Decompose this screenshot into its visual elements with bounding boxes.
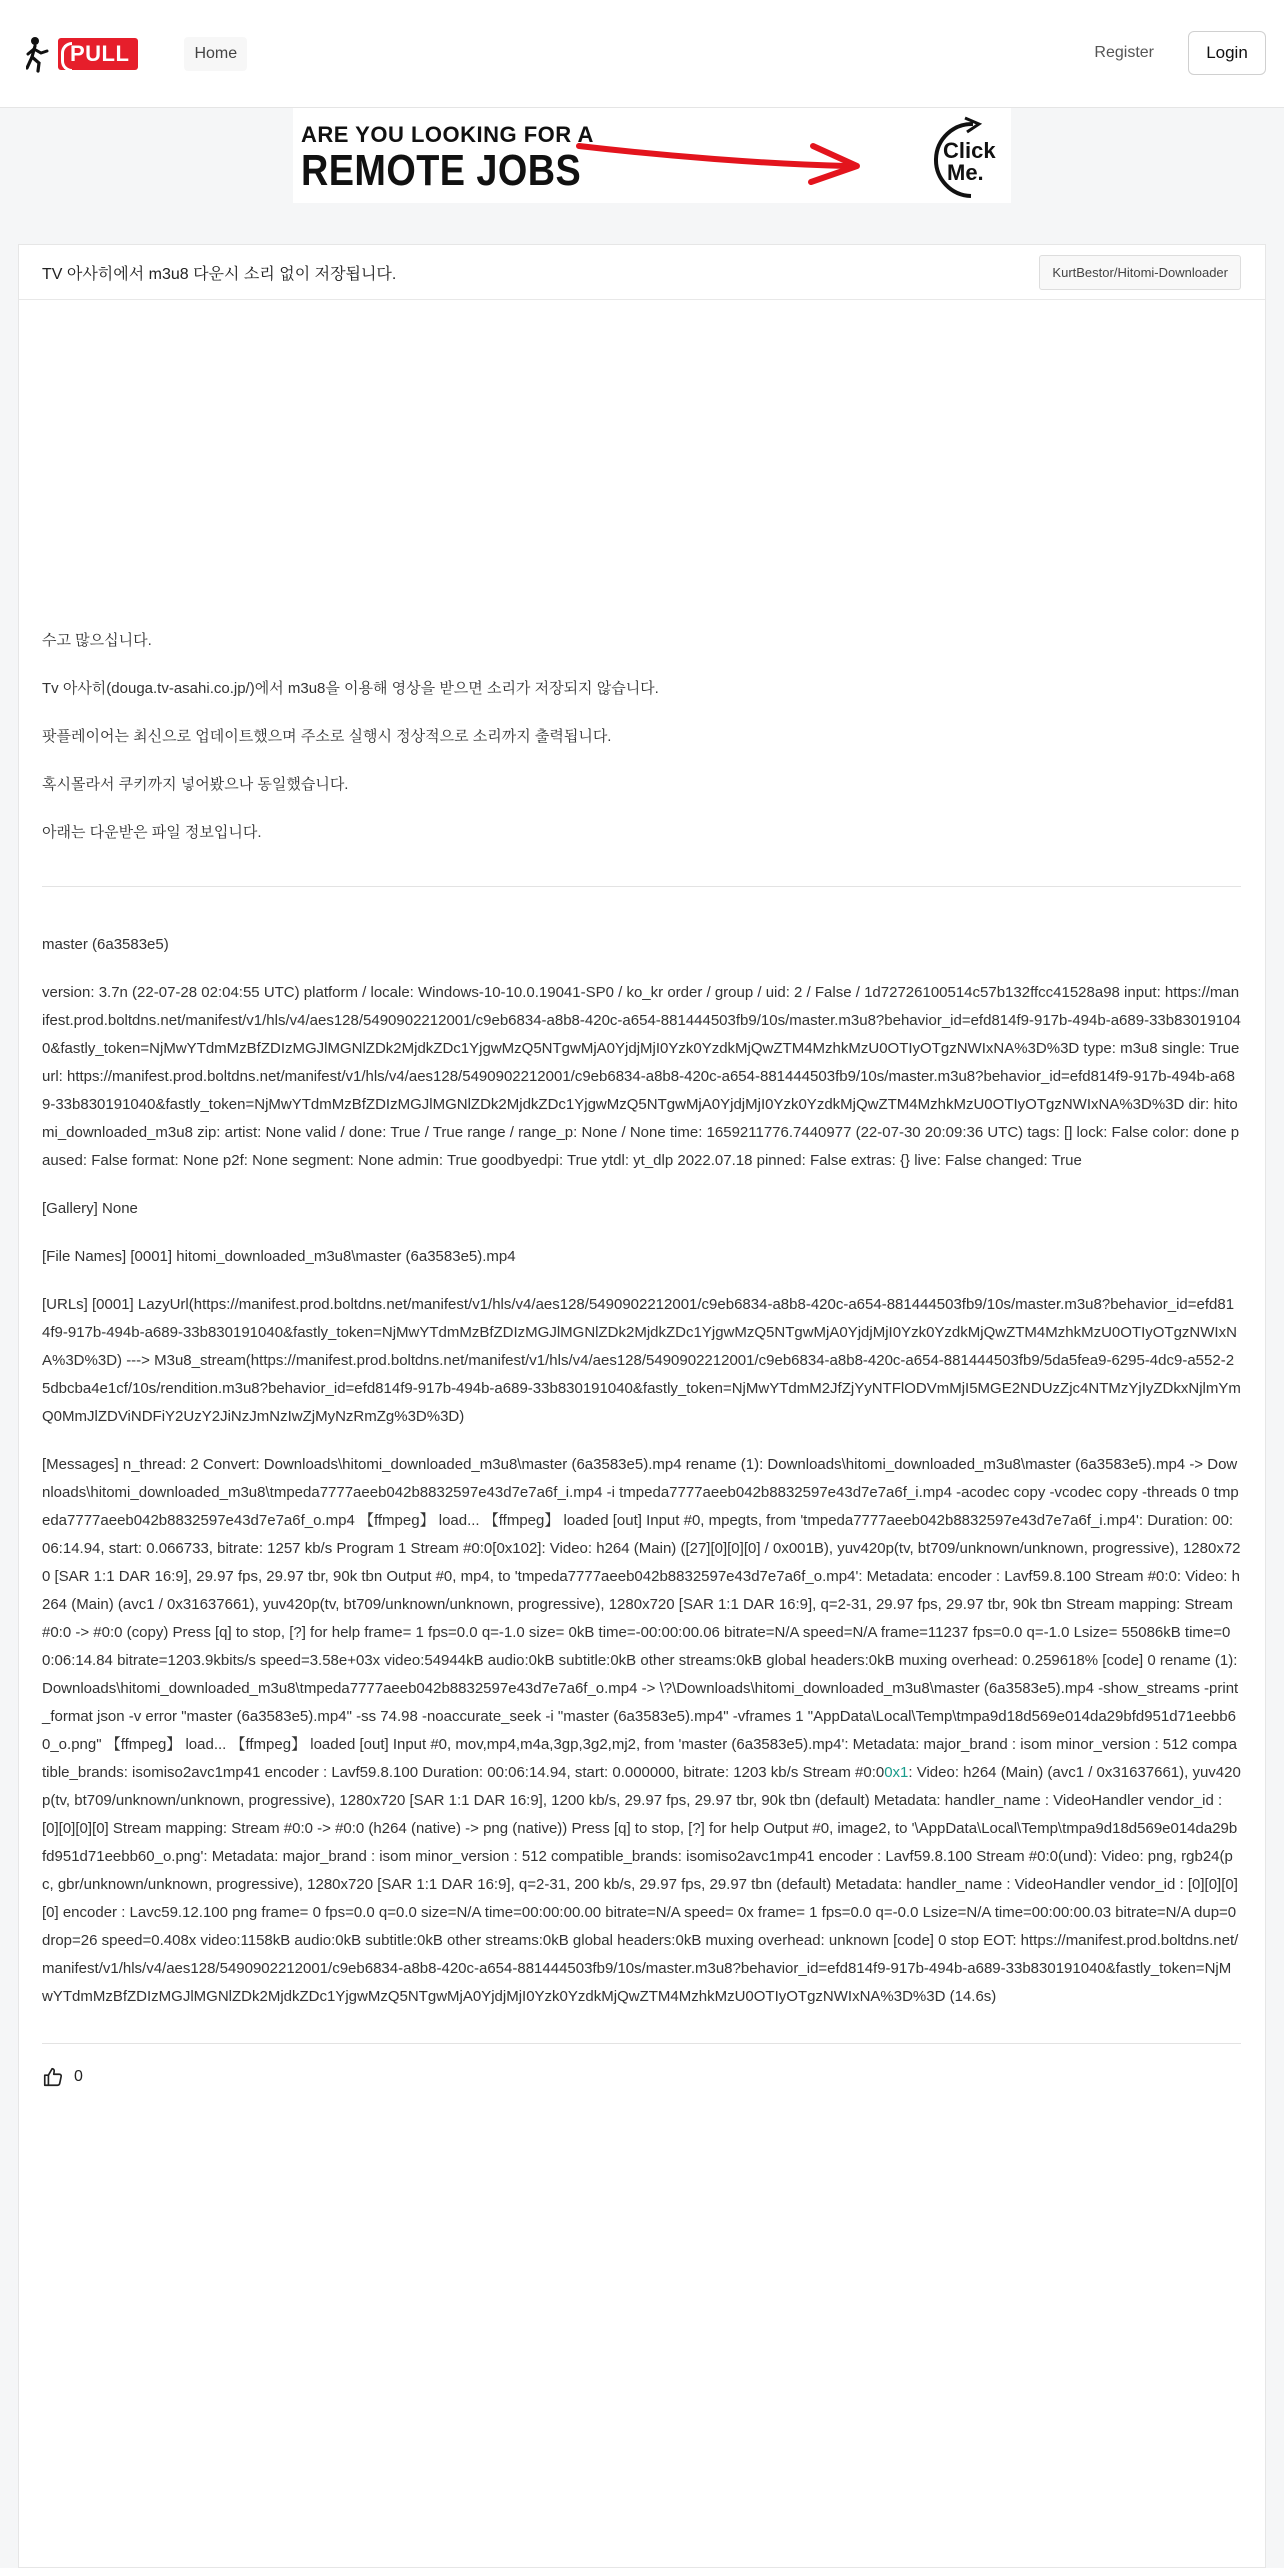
footer-divider [42, 2043, 1241, 2044]
thumbs-up-icon[interactable] [42, 2066, 64, 2088]
click-me-badge [921, 112, 1011, 202]
me-text: Me. [947, 160, 984, 185]
log-messages-part-a: [Messages] n_thread: 2 Convert: Downloads\hitomi_downloaded_m3u8\master (6a3583e5).mp4 rename (1): Downloads\hitomi_downloaded_m3u8\master (6a3583e5).mp4 -> Downloads\hitomi_downloaded_m3u8\tmpeda7777aeeb042b8832597e43d7e7a6f_i.mp4 -i tmpeda7777aeeb042b8832597e43d7e7a6f_i.mp4 -acodec copy -vcodec copy -threads 0 tmpeda7777aeeb042b8832597e43d7e7a6f_o.mp4 【ffmpeg】 load... 【ffmpeg】 loaded [out] Input #0, mpegts, from 'tmpeda7777aeeb042b8832597e43d7e7a6f_i.mp4': Duration: 00:06:14.94, start: 0.066733, bitrate: 1257 kb/s Program 1 Stream #0:0[0x102]: Video: h264 (Main) ([27][0][0][0] / 0x001B), yuv420p(tv, bt709/unknown/unknown, progressive), 1280x720 [SAR 1:1 DAR 16:9], 29.97 fps, 29.97 tbr, 90k tbn Output #0, mp4, to 'tmpeda7777aeeb042b8832597e43d7e7a6f_o.mp4': Metadata: encoder : Lavf59.8.100 Stream #0:0: Video: h264 (Main) (avc1 / 0x31637661), yuv420p(tv, bt709/unknown/unknown, progressive), 1280x720 [SAR 1:1 DAR 16:9], q=2-31, 29.97 fps, 29.97 tbr, 90k tbn Stream mapping: Stream #0:0 -> #0:0 (copy) Press [q] to stop, [?] for help frame= 1 fps=0.0 q=-1.0 size= 0kB time=-00:00:00.06 bitrate=N/A speed=N/A frame=11237 fps=0.0 q=-1.0 Lsize= 55086kB time=00:06:14.84 bitrate=1203.9kbits/s speed=3.58e+03x video:54944kB audio:0kB subtitle:0kB other streams:0kB global headers:0kB muxing overhead: 0.259618% [code] 0 rename (1): Downloads\hitomi_downloaded_m3u8\tmpeda7777aeeb042b8832597e43d7e7a6f_o.mp4 -> \?\Downloads\hitomi_downloaded_m3u8\master (6a3583e5).mp4 -show_streams -print_format json -v error "master (6a3583e5).mp4" -ss 74.98 -noaccurate_seek -i "master (6a3583e5).mp4" -vframes 1 "AppData\Local\Temp\tmpa9d18d569e014da29bfd951d71eebb60_o.png" 【ffmpeg】 load... 【ffmpeg】 loaded [out] Input #0, mov,mp4,m4a,3gp,3g2,mj2, from 'master (6a3583e5).mp4': Metadata: major_brand : isom minor_version : 512 compatible_brands: isomiso2avc1mp41 encoder : Lavf59.8.100 Duration: 00:06:14.94, start: 0.000000, bitrate: 1203 kb/s Stream #0:0 [42, 1456, 1241, 1781]
register-link[interactable]: Register [1094, 44, 1154, 61]
issue-body [19, 300, 1265, 2088]
nav-home-link[interactable]: Home [184, 37, 247, 71]
click-text: Click [943, 138, 996, 163]
log-urls: [URLs] [0001] LazyUrl(https://manifest.prod.boltdns.net/manifest/v1/hls/v4/aes128/5490902212001/c9eb6834-a8b8-420c-a654-881444503fb9/10s/master.m3u8?behavior_id=efd814f9-917b-494b-a689-33b830191040&fastly_token=NjMwYTdmMzBfZDIzMGJlMGNlZDk2MjdkZDc1YjgwMzQ5NTgwMjA0YjdjMjI0Yzk0YzdkMjQwZTM4MzhkMzU0OTIyOTgzNWIxNA%3D%3D) ---> M3u8_stream(https://manifest.prod.boltdns.net/manifest/v1/hls/v4/aes128/5490902212001/c9eb6834-a8b8-420c-a654-881444503fb9/5da5fea9-6295-4dc9-a552-25dbcba4e1cf/10s/rendition.m3u8?behavior_id=efd814f9-917b-494b-a689-33b830191040&fastly_token=NjMwYTdmM2JfZjYyNTFlODVmMjI5MGE2NDUzZjc4NTMzYjIyZDkxNjlmYmQ0MmJlZDViNDFiY2UzY2JiNzJmNzIwZjMyNzRmZg%3D%3D) [42, 1296, 1241, 1425]
log-file-names: [File Names] [0001] hitomi_downloaded_m3u8\master (6a3583e5).mp4 [42, 1248, 516, 1265]
section-divider [42, 886, 1241, 887]
running-man-icon [26, 35, 56, 73]
log-version: version: 3.7n (22-07-28 02:04:55 UTC) platform / locale: Windows-10-10.0.19041-SP0 / ko_kr order / group / uid: 2 / False / 1d72726100514c57b132ffcc41528a98 input: https://manifest.prod.boltdns.net/manifest/v1/hls/v4/aes128/5490902212001/c9eb6834-a8b8-420c-a654-881444503fb9/10s/master.m3u8?behavior_id=efd814f9-917b-494b-a689-33b830191040&fastly_token=NjMwYTdmMzBfZDIzMGJlMGNlZDk2MjdkZDc1YjgwMzQ5NTgwMjA0YjdjMjI0Yzk0YzdkMjQwZTM4MzhkMzU0OTIyOTgzNWIxNA%3D%3D type: m3u8 single: True url: https://manifest.prod.boltdns.net/manifest/v1/hls/v4/aes128/5490902212001/c9eb6834-a8b8-420c-a654-881444503fb9/10s/master.m3u8?behavior_id=efd814f9-917b-494b-a689-33b830191040&fastly_token=NjMwYTdmMzBfZDIzMGJlMGNlZDk2MjdkZDc1YjgwMzQ5NTgwMjA0YjdjMjI0Yzk0YzdkMjQwZTM4MzhkMzU0OTIyOTgzNWIxNA%3D%3D dir: hitomi_downloaded_m3u8 zip: artist: None valid / done: True / True range / range_p: None / None time: 1659211776.7440977 (22-07-30 20:09:36 UTC) tags: [] lock: False color: done paused: False format: None p2f: None segment: None admin: True goodbyedpi: True ytdl: yt_dlp 2022.07.18 pinned: False extras: {} live: False changed: True [42, 984, 1241, 1169]
remote-jobs-banner[interactable] [293, 108, 1011, 203]
issue-paragraph: Tv 아사히(douga.tv-asahi.co.jp/)에서 m3u8을 이용해 영상을 받으면 소리가 저장되지 않습니다. [42, 680, 659, 697]
like-row [42, 2066, 1241, 2088]
issue-header [19, 245, 1265, 300]
log-gallery: [Gallery] None [42, 1200, 138, 1217]
red-arrow-icon [575, 126, 875, 186]
log-messages [42, 1451, 1241, 2011]
repo-badge[interactable]: KurtBestor/Hitomi-Downloader [1039, 255, 1241, 290]
issue-paragraph: 아래는 다운받은 파일 정보입니다. [42, 824, 262, 841]
issue-card [18, 244, 1266, 2568]
log-master: master (6a3583e5) [42, 936, 169, 953]
issue-paragraph: 팟플레이어는 최신으로 업데이트했으며 주소로 실행시 정상적으로 소리까지 출력됩니다. [42, 728, 612, 745]
nav-auth [1094, 31, 1266, 75]
banner-container [0, 108, 1284, 203]
ad-placeholder [42, 300, 1241, 630]
log-messages-highlight: 0x1 [884, 1764, 909, 1781]
login-button[interactable]: Login [1188, 31, 1266, 75]
issue-paragraph: 혹시몰라서 쿠키까지 넣어봤으나 동일했습니다. [42, 776, 349, 793]
logo-wordmark: PULL [58, 38, 138, 70]
log-messages-part-b: : Video: h264 (Main) (avc1 / 0x31637661), yuv420p(tv, bt709/unknown/unknown, progressive), 1280x720 [SAR 1:1 DAR 16:9], 1200 kb/s, 29.97 fps, 29.97 tbr, 90k tbn (default) Metadata: handler_name : VideoHandler vendor_id : [0][0][0][0] Stream mapping: Stream #0:0 -> #0:0 (h264 (native) -> png (native)) Press [q] to stop, [?] for help Output #0, image2, to '\AppData\Local\Temp\tmpa9d18d569e014da29bfd951d71eebb60_o.png': Metadata: major_brand : isom minor_version : 512 compatible_brands: isomiso2avc1mp41 encoder : Lavf59.8.100 Stream #0:0(und): Video: png, rgb24(pc, gbr/unknown/unknown, progressive), 1280x720 [SAR 1:1 DAR 16:9], q=2-31, 200 kb/s, 29.97 fps, 29.97 tbn (default) Metadata: handler_name : VideoHandler vendor_id : [0][0][0][0] encoder : Lavc59.12.100 png frame= 0 fps=0.0 q=0.0 size=N/A time=00:00:00.00 bitrate=N/A speed= 0x frame= 1 fps=0.0 q=-0.0 Lsize=N/A time=00:00:00.03 bitrate=N/A dup=0 drop=26 speed=0.408x video:1158kB audio:0kB subtitle:0kB other streams:0kB global headers:0kB muxing overhead: unknown [code] 0 stop EOT: https://manifest.prod.boltdns.net/manifest/v1/hls/v4/aes128/5490902212001/c9eb6834-a8b8-420c-a654-881444503fb9/10s/master.m3u8?behavior_id=efd814f9-917b-494b-a689-33b830191040&fastly_token=NjMwYTdmMzBfZDIzMGJlMGNlZDk2MjdkZDc1YjgwMzQ5NTgwMjA0YjdjMjI0Yzk0YzdkMjQwZTM4MzhkMzU0OTIyOTgzNWIxNA%3D%3D (14.6s) [42, 1764, 1241, 2005]
top-navbar [0, 0, 1284, 108]
issue-paragraph: 수고 많으십니다. [42, 632, 152, 649]
banner-headline-small: ARE YOU LOOKING FOR A [301, 122, 594, 147]
like-count: 0 [74, 2068, 83, 2085]
banner-headline-large: REMOTE JOBS [301, 146, 582, 195]
issue-title: TV 아사히에서 m3u8 다운시 소리 없이 저장됩니다. [42, 265, 397, 283]
site-logo[interactable] [26, 34, 138, 74]
